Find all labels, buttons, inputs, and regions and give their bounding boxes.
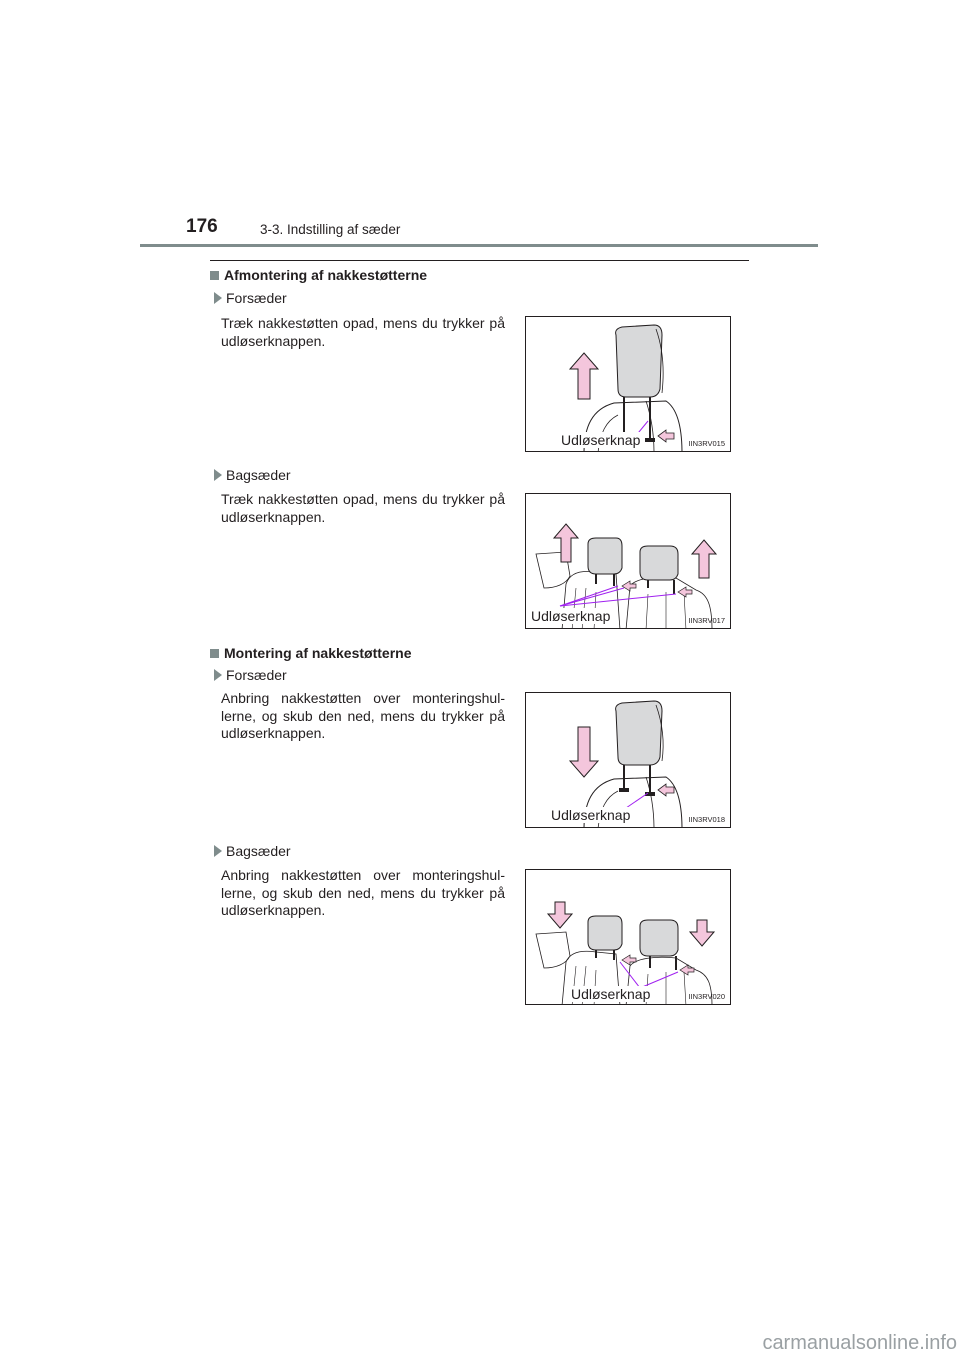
triangle-bullet-icon — [214, 845, 222, 857]
paragraph-installation-front: Anbring nakkestøtten over monteringshul-lerne, og skub den ned, mens du trykker på udløserknappen. — [221, 690, 505, 741]
callout-release-button: Udløserknap — [571, 986, 651, 1002]
figure-code: IIN3RV017 — [688, 616, 725, 625]
figure-removal-rear — [525, 493, 731, 629]
triangle-bullet-icon — [214, 669, 222, 681]
arrow-down-icon — [690, 920, 714, 946]
callout-release-button: Udløserknap — [561, 432, 641, 448]
figure-installation-front — [525, 692, 731, 828]
section-title: 3-3. Indstilling af sæder — [260, 222, 401, 237]
figure-code: IIN3RV018 — [688, 815, 725, 824]
subheading-removal-front: Forsæder — [214, 290, 287, 306]
subheading-installation-rear: Bagsæder — [214, 843, 291, 859]
watermark: carmanualsonline.info — [762, 1332, 957, 1354]
heading-removal: Afmontering af nakkestøtterne — [210, 267, 427, 283]
paragraph-removal-front: Træk nakkestøtten opad, mens du trykker på udløserknappen. — [221, 315, 505, 349]
content-rule — [210, 260, 749, 261]
figure-removal-front — [525, 316, 731, 452]
arrow-down-icon — [548, 902, 572, 928]
triangle-bullet-icon — [214, 292, 222, 304]
callout-release-button: Udløserknap — [551, 807, 631, 823]
arrow-up-icon — [692, 540, 716, 578]
arrow-up-icon — [554, 524, 578, 562]
subheading-installation-front: Forsæder — [214, 667, 287, 683]
paragraph-installation-rear: Anbring nakkestøtten over monteringshul-lerne, og skub den ned, mens du trykker på udløserknappen. — [221, 867, 505, 918]
subheading-removal-rear: Bagsæder — [214, 467, 291, 483]
press-arrow-icon — [658, 430, 674, 442]
page-number: 176 — [186, 216, 218, 237]
paragraph-removal-rear: Træk nakkestøtten opad, mens du trykker på udløserknappen. — [221, 491, 505, 525]
square-bullet-icon — [210, 271, 219, 280]
figure-code: IIN3RV020 — [688, 992, 725, 1001]
press-arrow-icon — [680, 965, 694, 975]
arrow-up-icon — [570, 353, 598, 399]
heading-installation: Montering af nakkestøtterne — [210, 645, 411, 661]
figure-code: IIN3RV015 — [688, 439, 725, 448]
triangle-bullet-icon — [214, 469, 222, 481]
press-arrow-icon — [658, 784, 674, 796]
press-arrow-icon — [622, 955, 636, 965]
callout-release-button: Udløserknap — [531, 608, 611, 624]
press-arrow-icon — [678, 587, 692, 597]
header-rule — [140, 244, 818, 247]
rear-headrests-down-illustration — [526, 870, 731, 1005]
arrow-down-icon — [570, 727, 598, 777]
figure-installation-rear — [525, 869, 731, 1005]
square-bullet-icon — [210, 649, 219, 658]
